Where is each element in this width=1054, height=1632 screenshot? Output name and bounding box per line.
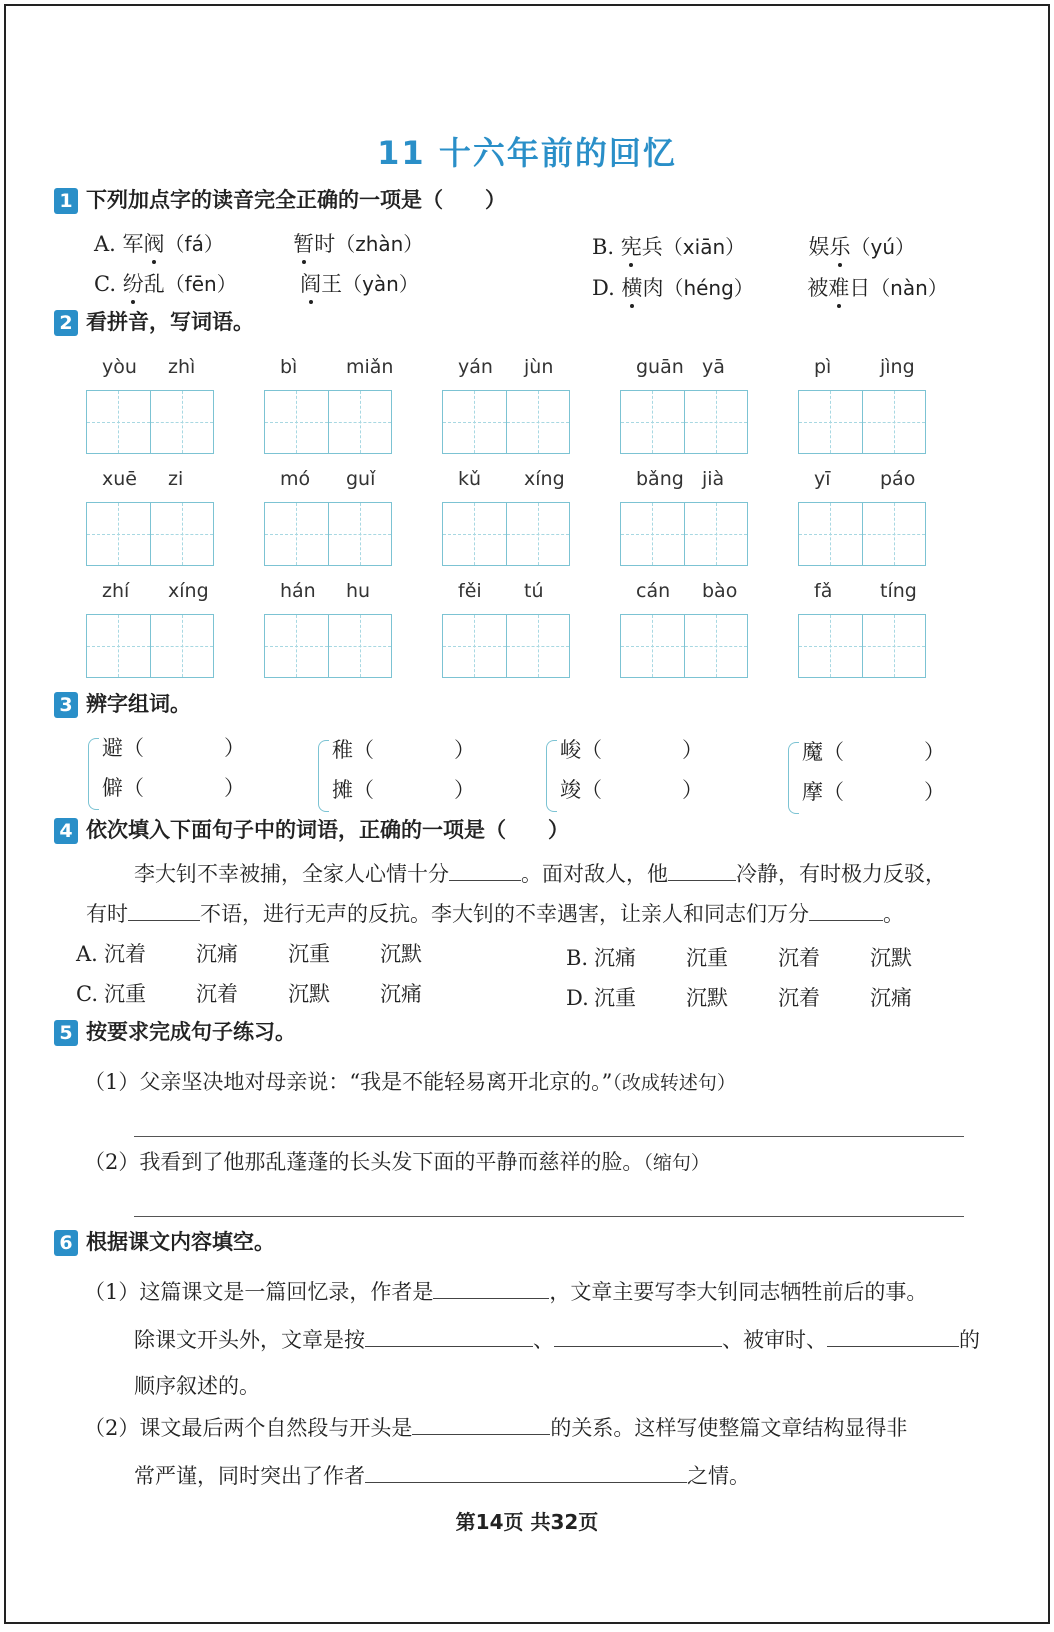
writing-cell[interactable] <box>150 615 214 677</box>
option-label: C. <box>76 982 98 1006</box>
writing-cell[interactable] <box>684 391 748 453</box>
writing-cell[interactable] <box>328 615 392 677</box>
question-1-number: 1 <box>54 188 78 214</box>
question-6-heading <box>54 1226 275 1256</box>
writing-cell[interactable] <box>443 615 506 677</box>
writing-grid-box[interactable] <box>620 502 748 566</box>
option-word: 沉着 <box>196 982 238 1006</box>
writing-cell[interactable] <box>87 503 150 565</box>
pinyin-syllable: tíng <box>880 580 917 602</box>
writing-grid-box[interactable] <box>798 390 926 454</box>
q6-blank-relation[interactable] <box>412 1434 550 1435</box>
pinyin-syllable: guān <box>636 356 684 378</box>
q1-option-b: B. 宪兵（xiān） 娱乐（yú） <box>592 231 915 261</box>
pinyin-syllable: zi <box>168 468 184 490</box>
writing-cell[interactable] <box>799 503 862 565</box>
question-5-prompt: 按要求完成句子练习。 <box>86 1020 296 1044</box>
option-label: A. <box>76 942 98 966</box>
group-char-line <box>560 774 703 804</box>
close-paren: ） <box>924 780 945 804</box>
writing-cell[interactable] <box>265 503 328 565</box>
q1-option-a: A. 军阀（fá） 暂时（zhàn） <box>94 228 423 258</box>
group-char: 僻 <box>102 776 123 800</box>
q1-option-d: D. 横肉（héng） 被难日（nàn） <box>592 272 948 302</box>
option-word: 沉默 <box>686 986 728 1010</box>
question-1-heading <box>54 184 506 214</box>
pinyin-syllable: yī <box>814 468 831 490</box>
writing-cell[interactable] <box>684 615 748 677</box>
writing-cell[interactable] <box>799 615 862 677</box>
question-2-heading <box>54 306 254 336</box>
writing-cell[interactable] <box>862 503 926 565</box>
writing-grid-box[interactable] <box>442 390 570 454</box>
pinyin-syllable: guǐ <box>346 468 376 490</box>
option-word: 沉痛 <box>870 986 912 1010</box>
group-char: 稚 <box>332 738 353 762</box>
writing-cell[interactable] <box>87 391 150 453</box>
q6-blank-feeling[interactable] <box>365 1482 687 1483</box>
q6-blank-order-1[interactable] <box>365 1346 533 1347</box>
option-word: 沉重 <box>594 986 636 1010</box>
q4-blank-4[interactable] <box>809 920 883 921</box>
q6-item-1-line-1: （1）这篇课文是一篇回忆录，作者是 ，文章主要写李大钊同志牺牲前后的事。 <box>84 1280 928 1304</box>
writing-cell[interactable] <box>506 615 570 677</box>
q4-option[interactable] <box>566 942 912 972</box>
q4-option[interactable] <box>566 982 912 1012</box>
pinyin-syllable: zhì <box>168 356 196 378</box>
q4-sentence-line-2: 有时 不语，进行无声的反抗。李大钊的不幸遇害，让亲人和同志们万分 。 <box>86 902 904 926</box>
question-4-number: 4 <box>54 818 78 844</box>
option-word: 沉痛 <box>380 982 422 1006</box>
option-word: 沉默 <box>380 942 422 966</box>
option-word: 沉痛 <box>594 946 636 970</box>
writing-cell[interactable] <box>621 391 684 453</box>
writing-cell[interactable] <box>150 503 214 565</box>
close-paren: ） <box>224 776 245 800</box>
q4-option[interactable] <box>76 978 422 1008</box>
q6-item-2-line-2: 常严谨，同时突出了作者 之情。 <box>134 1464 750 1488</box>
open-paren: （ <box>353 738 374 762</box>
q5-answer-line-1[interactable] <box>134 1136 964 1137</box>
writing-grid-box[interactable] <box>86 502 214 566</box>
writing-cell[interactable] <box>87 615 150 677</box>
writing-grid-box[interactable] <box>442 614 570 678</box>
writing-cell[interactable] <box>621 615 684 677</box>
pinyin-syllable: bǎng <box>636 468 684 490</box>
q5-item-2: （2）我看到了他那乱蓬蓬的长头发下面的平静而慈祥的脸。（缩句） <box>84 1150 710 1174</box>
open-paren: （ <box>823 780 844 804</box>
pinyin-syllable: kǔ <box>458 468 482 490</box>
group-char-line <box>102 772 245 802</box>
question-2-number: 2 <box>54 310 78 336</box>
pinyin-syllable: bào <box>702 580 738 602</box>
option-word: 沉默 <box>870 946 912 970</box>
q6-blank-order-3[interactable] <box>827 1346 959 1347</box>
q1-option-c: C. 纷乱（fēn） 阎王（yàn） <box>94 268 419 298</box>
group-char-line <box>332 734 475 764</box>
writing-cell[interactable] <box>506 503 570 565</box>
pinyin-syllable: yā <box>702 356 725 378</box>
q4-sentence-line-1: 李大钊不幸被捕，全家人心情十分 。面对敌人，他 冷静，有时极力反驳， <box>134 862 946 886</box>
q5-item-1: （1）父亲坚决地对母亲说：“我是不能轻易离开北京的。”（改成转述句） <box>84 1070 736 1094</box>
pinyin-syllable: jùn <box>524 356 554 378</box>
q6-item-2-line-1: （2）课文最后两个自然段与开头是 的关系。这样写使整篇文章结构显得非 <box>84 1416 908 1440</box>
option-word: 沉重 <box>104 982 146 1006</box>
writing-grid-box[interactable] <box>264 502 392 566</box>
q6-item-1-line-2: 除课文开头外，文章是按 、 、被审时、 的 <box>134 1328 980 1352</box>
close-paren: ） <box>224 736 245 760</box>
pinyin-syllable: zhí <box>102 580 130 602</box>
pinyin-syllable: bì <box>280 356 298 378</box>
pinyin-syllable: xíng <box>168 580 209 602</box>
pinyin-syllable: hán <box>280 580 316 602</box>
pinyin-syllable: yán <box>458 356 493 378</box>
worksheet-page <box>4 4 1050 1624</box>
open-paren: （ <box>823 740 844 764</box>
pinyin-syllable: páo <box>880 468 916 490</box>
page-footer: 第14页 共32页 <box>455 1510 599 1534</box>
writing-cell[interactable] <box>150 391 214 453</box>
pinyin-syllable: pì <box>814 356 832 378</box>
writing-cell[interactable] <box>443 503 506 565</box>
q4-blank-2[interactable] <box>668 880 736 881</box>
group-char: 摊 <box>332 778 353 802</box>
option-word: 沉着 <box>104 942 146 966</box>
q4-blank-1[interactable] <box>449 880 521 881</box>
open-paren: （ <box>581 738 602 762</box>
group-char: 避 <box>102 736 123 760</box>
writing-grid-box[interactable] <box>620 390 748 454</box>
writing-cell[interactable] <box>621 503 684 565</box>
group-brace <box>788 742 799 814</box>
pinyin-syllable: mó <box>280 468 311 490</box>
option-word: 沉默 <box>288 982 330 1006</box>
close-paren: ） <box>454 738 475 762</box>
pinyin-syllable: fǎ <box>814 580 833 602</box>
writing-grid-box[interactable] <box>86 390 214 454</box>
group-char-line <box>332 774 475 804</box>
q6-item-1-line-3: 顺序叙述的。 <box>134 1374 260 1398</box>
option-word: 沉重 <box>288 942 330 966</box>
option-word: 沉着 <box>778 986 820 1010</box>
open-paren: （ <box>353 778 374 802</box>
q4-option[interactable] <box>76 938 422 968</box>
question-3-number: 3 <box>54 692 78 718</box>
pinyin-syllable: miǎn <box>346 356 394 378</box>
writing-cell[interactable] <box>684 503 748 565</box>
group-char: 摩 <box>802 780 823 804</box>
writing-cell[interactable] <box>862 391 926 453</box>
open-paren: （ <box>123 736 144 760</box>
question-4-prompt: 依次填入下面句子中的词语，正确的一项是（ ） <box>86 818 569 842</box>
writing-cell[interactable] <box>506 391 570 453</box>
question-5-heading <box>54 1016 296 1046</box>
close-paren: ） <box>682 778 703 802</box>
question-4-heading <box>54 814 569 844</box>
q6-blank-author[interactable] <box>433 1298 549 1299</box>
pinyin-syllable: xuē <box>102 468 137 490</box>
option-word: 沉痛 <box>196 942 238 966</box>
pinyin-syllable: jìng <box>880 356 915 378</box>
writing-grid-box[interactable] <box>264 390 392 454</box>
group-char: 峻 <box>560 738 581 762</box>
option-label: B. <box>566 946 589 970</box>
q6-blank-order-2[interactable] <box>554 1346 722 1347</box>
group-char-line <box>560 734 703 764</box>
writing-cell[interactable] <box>265 615 328 677</box>
pinyin-syllable: cán <box>636 580 671 602</box>
q5-answer-line-2[interactable] <box>134 1216 964 1217</box>
option-word: 沉重 <box>686 946 728 970</box>
question-3-prompt: 辨字组词。 <box>86 692 191 716</box>
pinyin-syllable: hu <box>346 580 371 602</box>
group-brace <box>88 738 99 810</box>
writing-cell[interactable] <box>265 391 328 453</box>
question-6-number: 6 <box>54 1230 78 1256</box>
group-char: 魔 <box>802 740 823 764</box>
option-label: D. <box>566 986 589 1010</box>
writing-grid-box[interactable] <box>86 614 214 678</box>
writing-cell[interactable] <box>328 503 392 565</box>
group-brace <box>318 740 329 812</box>
pinyin-syllable: yòu <box>102 356 137 378</box>
close-paren: ） <box>454 778 475 802</box>
option-word: 沉着 <box>778 946 820 970</box>
pinyin-syllable: fěi <box>458 580 482 602</box>
group-char-line <box>802 736 945 766</box>
writing-grid-box[interactable] <box>620 614 748 678</box>
question-6-prompt: 根据课文内容填空。 <box>86 1230 275 1254</box>
question-1-prompt: 下列加点字的读音完全正确的一项是（ ） <box>86 188 506 212</box>
group-char-line <box>102 732 245 762</box>
pinyin-syllable: xíng <box>524 468 565 490</box>
group-brace <box>546 740 557 812</box>
writing-grid-box[interactable] <box>798 614 926 678</box>
close-paren: ） <box>682 738 703 762</box>
question-3-heading <box>54 688 191 718</box>
question-2-prompt: 看拼音，写词语。 <box>86 310 254 334</box>
open-paren: （ <box>581 778 602 802</box>
writing-cell[interactable] <box>328 391 392 453</box>
writing-cell[interactable] <box>862 615 926 677</box>
lesson-title: 11 十六年前的回忆 <box>377 134 677 172</box>
question-5-number: 5 <box>54 1020 78 1046</box>
writing-cell[interactable] <box>443 391 506 453</box>
writing-grid-box[interactable] <box>442 502 570 566</box>
pinyin-syllable: tú <box>524 580 544 602</box>
q4-blank-3[interactable] <box>128 920 200 921</box>
group-char-line <box>802 776 945 806</box>
close-paren: ） <box>924 740 945 764</box>
open-paren: （ <box>123 776 144 800</box>
writing-grid-box[interactable] <box>798 502 926 566</box>
group-char: 竣 <box>560 778 581 802</box>
pinyin-syllable: jià <box>702 468 725 490</box>
writing-cell[interactable] <box>799 391 862 453</box>
writing-grid-box[interactable] <box>264 614 392 678</box>
